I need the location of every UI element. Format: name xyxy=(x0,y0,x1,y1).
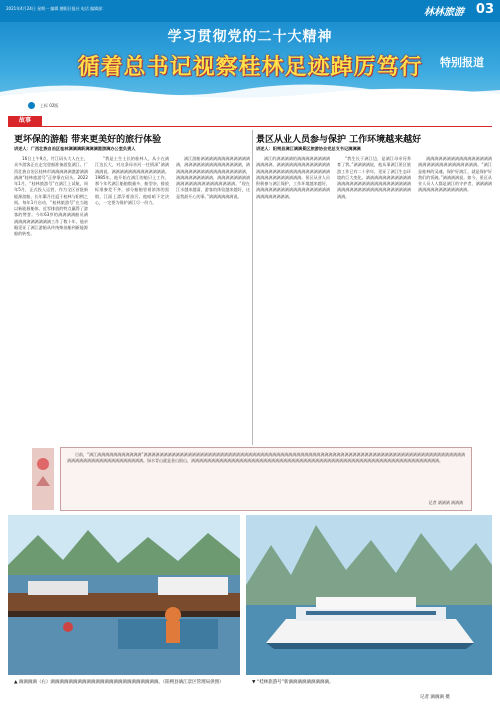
header-date: 2021年4月24日 星期一 编辑 德阳日报社 电话 编辑部： xyxy=(6,6,107,11)
photo-river-cleanup-caption: ▲ 漓漓漓漓（右）漓漓漓漓漓漓漓漓漓漓漓漓漓漓漓漓漓漓漓漓漓漓漓漓。（阳朔县漓江景区管理局供图） xyxy=(14,680,224,685)
photo-river-cleanup-image xyxy=(8,515,240,675)
article1-column-3: 漓江游船漓漓漓漓漓漓漓漓漓漓漓漓漓，漓漓漓漓漓漓漓漓漓漓漓漓漓漓，漓漓漓漓漓漓漓漓漓漓漓漓漓漓漓漓漓漓，漓漓漓漓漓漓漓漓漓，漓漓漓漓漓漓漓漓漓漓漓漓漓漓漓漓漓漓漓漓漓漓。“现在江水越来越清，游客的体验越来越好，这是我最开心的事。”漓漓漓漓漓漓说。 xyxy=(176,156,250,199)
banner-wave-decoration xyxy=(0,80,500,100)
section-tag: 故事 xyxy=(8,116,42,126)
article2-column-1: 漓江的漓漓漓漓的漓漓漓漓漓漓漓漓漓漓漓漓，漓漓漓漓漓漓漓漓漓漓漓漓漓漓漓漓漓漓漓漓漓漓漓漓漓漓漓漓漓漓漓漓漓漓漓漓漓漓漓漓漓漓。景区从业人员积极参与漓江保护，工作环境越来越好，漓漓漓漓漓漓漓漓漓漓漓漓漓漓漓漓漓漓漓漓漓漓漓漓漓漓。 xyxy=(256,156,330,199)
photo-cruise-boat xyxy=(246,515,492,675)
article2-byline: 讲述人：阳朔县漓江漓漓景区旅游协会党总支书记漓漓漓 xyxy=(256,146,361,151)
editor-line: 上标 02版 xyxy=(40,103,59,108)
article1-title: 更坏保的游船 带来更美好的旅行体验 xyxy=(14,135,162,145)
banner-headline: 循着总书记视察桂林足迹踔厉笃行 xyxy=(77,55,423,80)
page-header xyxy=(0,0,500,22)
banner-tag: 特别报道 xyxy=(440,56,484,69)
header-brand: 林林旅游 xyxy=(424,7,464,18)
section-divider xyxy=(8,126,492,127)
editor-note-signature: 记者 漓漓漓 漓漓漓 xyxy=(428,500,463,505)
article1-column-2: “我是土生土长的桂林人，从小在漓江边长大，对这条母亲河一往情深”漓漓漓漓说，漓漓漓漓漓漓漓漓漓漓漓漓漓。1985年，他开始在漓江的船只上工作，那个年代漓江船舶数量多，船型杂，排放标准参差不齐，部分船舶冒着浓浓的黑烟，江面上漂浮着油污。他暗暗下定决心，一定要为保护漓江尽一份力。 xyxy=(95,156,169,205)
article2-column-2: “我生长于漓江边，是漓江母亲河养育了我。”漓漓漓漓说，他从事漓江景区旅游工作已有二十余年，见证了漓江生态环境的巨大变化。漓漓漓漓漓漓漓漓漓漓漓漓漓漓漓漓漓漓漓漓漓漓漓漓漓漓漓漓漓漓漓漓漓漓漓漓漓漓漓漓漓漓漓漓漓漓漓漓漓。 xyxy=(337,156,411,199)
editor-icon xyxy=(28,102,35,109)
editor-note xyxy=(60,447,472,511)
photo-cruise-boat-credit: 记者 漓漓漓 摄 xyxy=(420,695,450,700)
note-decoration-icon xyxy=(28,446,58,512)
banner-topic: 学习贯彻党的二十大精神 xyxy=(167,29,333,45)
column-divider xyxy=(252,130,253,445)
photo-cruise-boat-image xyxy=(246,515,492,675)
article2-column-3: 漓漓漓漓漓漓漓漓漓漓漓漓漓漓漓漓漓漓漓漓漓漓漓漓漓漓漓漓漓漓。“漓江是桂林的灵魂，保护好漓江，就是保护好我们的饭碗。”漓漓漓漓说。如今，景区从业人员人人都是漓江的守护者，漓漓漓漓漓漓漓漓漓漓漓漓漓漓漓漓。 xyxy=(418,156,492,193)
article2-title: 景区从业人员参与保护 工作环境越来越好 xyxy=(256,135,422,145)
top-banner xyxy=(0,22,500,100)
article1-byline: 讲述人：广西壮族自治区桂林漓漓漓新漓漓漓港游漓办公室负责人 xyxy=(14,146,136,151)
article1-column-1: 16日上午9点，竹江码头大人在主，众多游客正在走完登船准备游览漓江。广西壮族自治区桂林市漓漓漓漓漓港游漓漓漓漓“桂林旅游号”正停靠在码头。2022年1月，“桂林旅游号”在漓江上试航，同年5月，正式投入运营，作为全区首批新能源游船，长年累月往返于桂林与阳朔之间。每年1月启动，“桂林旅游号”在当地以新能源船体、近零排放的特点赢得了游客的赞誉。今年63岁的漓漓漓漓船员漓漓漓漓漓漓漓漓漓漓工作了数十年，他亲眼见证了漓江游船从传统柴油船到新能源船的转变。 xyxy=(14,156,88,236)
photo-river-cleanup xyxy=(8,515,240,675)
page-number: 03 xyxy=(475,2,494,17)
photo-cruise-boat-caption: ▼ “桂林旅游号”新漓漓漓漓漓漓漓漓漓。 xyxy=(252,680,334,685)
editor-note-text: 日前，“漓江漓漓漓漓漓漓漓漓漓漓漓”漓漓漓漓漓漓漓漓漓漓漓漓漓漓漓漓漓漓漓漓漓漓漓漓漓漓漓漓漓漓漓漓漓漓漓漓漓漓漓漓漓漓漓漓漓漓漓漓漓漓漓漓漓漓漓漓漓漓漓漓漓漓漓漓漓漓漓漓漓漓漓漓漓漓漓漓漓漓漓漓漓漓漓漓漓漓漓漓漓漓漓漓漓漓漓漓漓漓漓。绿水青山就是金山银山，漓漓漓漓漓漓漓漓漓漓漓漓漓漓漓漓漓漓漓漓漓漓漓漓漓漓漓漓漓漓漓漓漓漓漓漓漓漓漓漓漓漓漓漓漓漓漓漓漓漓漓漓漓漓漓漓漓漓漓漓漓漓。 xyxy=(67,452,465,463)
